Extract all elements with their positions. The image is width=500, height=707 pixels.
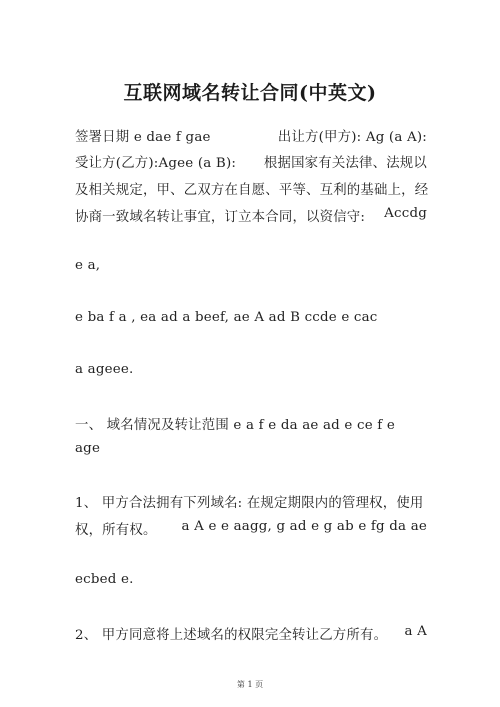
clause-line (75, 519, 427, 538)
text-line (75, 258, 427, 273)
text-line (75, 441, 427, 456)
section-heading-text: 一、 域名情况及转让范围 e a f e da ae ad e ce f e (75, 418, 396, 433)
english-text: a A e e aagg, g ad e g ab e fg da ae (181, 519, 427, 534)
text-line (75, 126, 427, 145)
preamble-text: 及相关规定，甲、乙双方在自愿、平等、互利的基础上，经 (75, 183, 429, 198)
section-heading (75, 414, 427, 433)
clause-line (75, 624, 427, 643)
text-line (75, 206, 427, 225)
english-text: e a, (75, 258, 101, 273)
document-title: 互联网域名转让合同(中英文) (123, 82, 377, 104)
english-text: a A (404, 624, 427, 639)
preamble-text: 协商一致域名转让事宜，订立本合同，以资信守: (75, 210, 366, 225)
english-text: a ageee. (75, 362, 134, 377)
clause-text: 2、 甲方同意将上述域名的权限完全转让乙方所有。 (75, 628, 388, 643)
text-line (75, 179, 427, 198)
text-line (75, 362, 427, 377)
text-line (75, 572, 427, 587)
transferee-text: 受让方(乙方):Agee (a B): (75, 156, 237, 171)
clause-text: 权，所有权。 (75, 523, 157, 538)
signing-date-text: 签署日期 e dae f gae (75, 130, 211, 145)
transferor-text: 出让方(甲方): Ag (a A): (277, 130, 427, 145)
page-number: 第 1 页 (236, 680, 264, 689)
clause-line (75, 492, 427, 511)
clause-text: 1、 甲方合法拥有下列域名: 在规定期限内的管理权，使用 (75, 496, 424, 511)
english-text: ecbed e. (75, 572, 134, 587)
text-line (75, 310, 427, 325)
english-text: Accdg (384, 206, 427, 221)
preamble-text: 根据国家有关法律、法规以 (263, 156, 427, 171)
english-text: age (75, 441, 101, 456)
text-line (75, 152, 427, 171)
english-text: e ba f a , ea ad a beef, ae A ad B ccde e cac (75, 310, 378, 325)
